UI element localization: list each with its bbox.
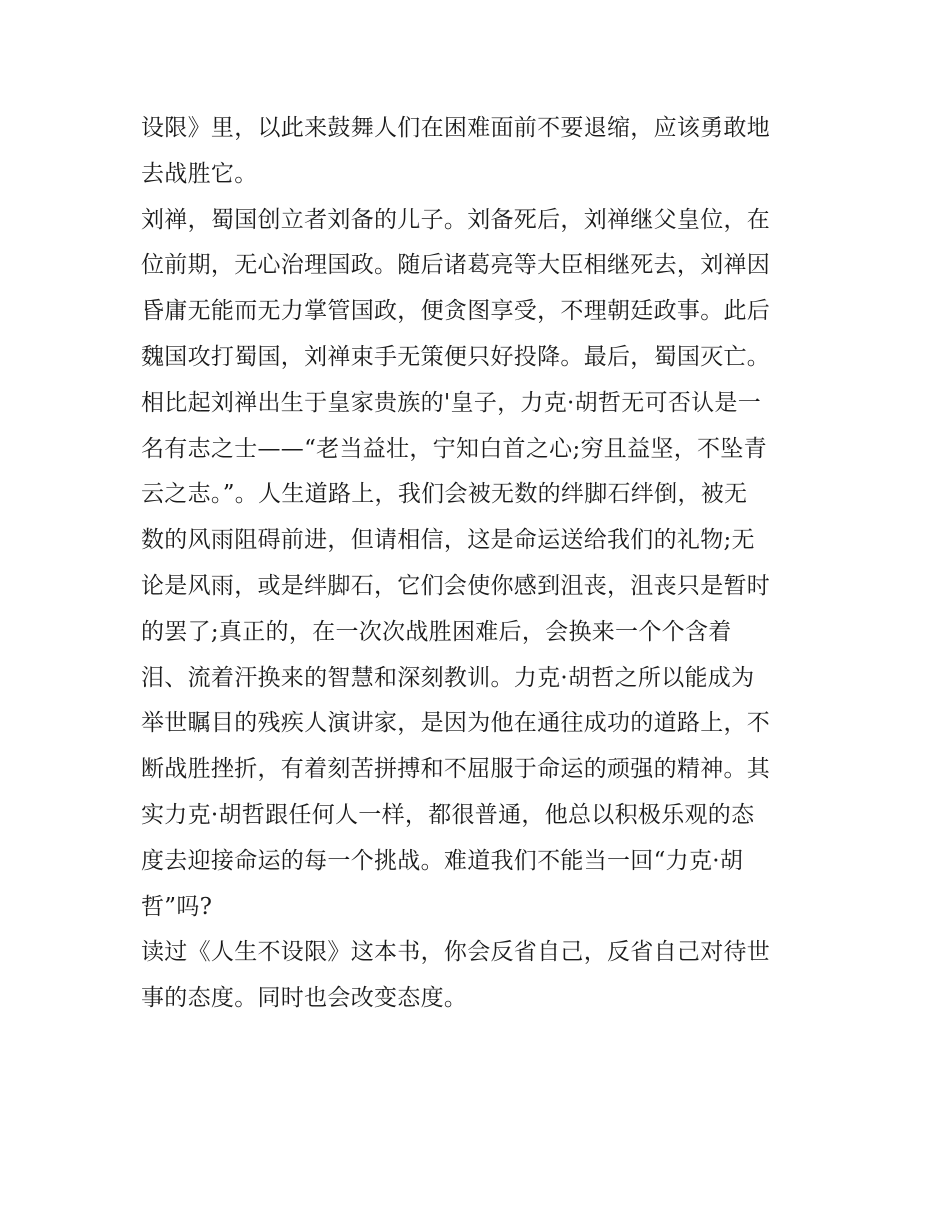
text-line: 名有志之士——“老当益壮，宁知白首之心;穷且益坚，不坠青 (141, 435, 767, 462)
text-line: 断战胜挫折，有着刻苦拼搏和不屈服于命运的顽强的精神。其 (141, 756, 771, 783)
text-line: 举世瞩目的残疾人演讲家，是因为他在通往成功的道路上，不 (141, 710, 771, 737)
text-line: 泪、流着汗换来的智慧和深刻教训。力克·胡哲之所以能成为 (141, 664, 755, 691)
text-line: 度去迎接命运的每一个挑战。难道我们不能当一回“力克·胡 (141, 847, 744, 874)
text-line: 事的态度。同时也会改变态度。 (141, 985, 468, 1012)
text-line: 位前期，无心治理国政。随后诸葛亮等大臣相继死去，刘禅因 (141, 252, 771, 279)
text-line: 论是风雨，或是绊脚石，它们会使你感到沮丧，沮丧只是暂时 (141, 572, 771, 599)
text-line: 数的风雨阻碍前进，但请相信，这是命运送给我们的礼物;无 (141, 527, 755, 554)
text-line: 去战胜它。 (141, 160, 258, 187)
body-text (141, 106, 821, 1022)
text-line: 读过《人生不设限》这本书，你会反省自己，反省自己对待世 (141, 939, 771, 966)
text-line: 实力克·胡哲跟任何人一样，都很普通，他总以积极乐观的态 (141, 801, 755, 828)
text-line: 昏庸无能而无力掌管国政，便贪图享受，不理朝廷政事。此后 (141, 298, 771, 325)
text-line: 魏国攻打蜀国，刘禅束手无策便只好投降。最后，蜀国灭亡。 (141, 343, 771, 370)
text-line: 相比起刘禅出生于皇家贵族的'皇子，力克·胡哲无可否认是一 (141, 389, 762, 416)
text-line: 的罢了;真正的，在一次次战胜困难后，会换来一个个含着 (141, 618, 732, 645)
text-line: 云之志。”。人生道路上，我们会被无数的绊脚石绊倒，被无 (141, 481, 748, 508)
text-line: 设限》里，以此来鼓舞人们在困难面前不要退缩，应该勇敢地 (141, 115, 771, 141)
text-line: 哲”吗? (141, 893, 213, 920)
text-line: 刘禅，蜀国创立者刘备的儿子。刘备死后，刘禅继父皇位，在 (141, 206, 771, 233)
